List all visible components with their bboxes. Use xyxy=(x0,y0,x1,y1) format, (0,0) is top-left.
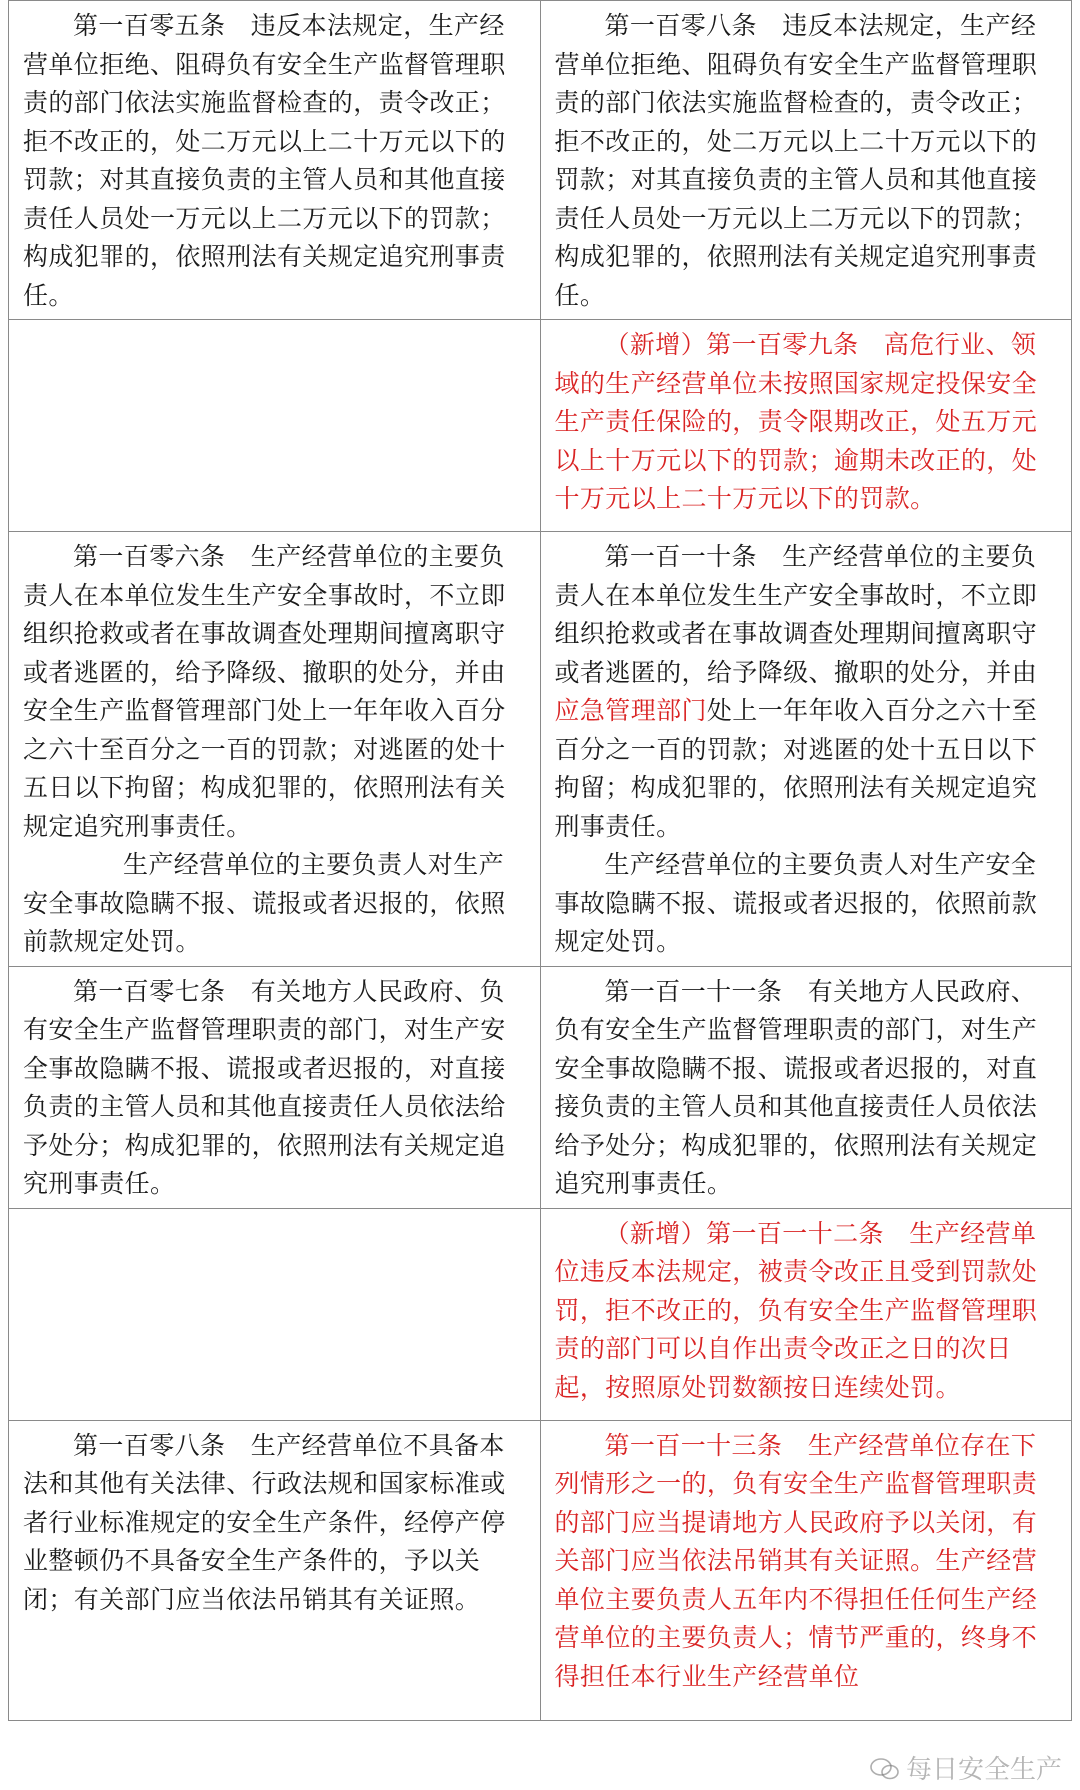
new-article-110 xyxy=(540,532,1072,967)
new-article-112 xyxy=(540,1208,1072,1420)
table-row xyxy=(9,1208,1072,1420)
article-text xyxy=(555,538,1058,846)
comparison-table xyxy=(8,0,1072,1721)
table-row xyxy=(9,320,1072,532)
new-article-108 xyxy=(540,1,1072,320)
article-text-added: 第一百一十三条 生产经营单位存在下列情形之一的，负有安全生产监督管理职责的部门应当提请地方人民政府予以关闭，有关部门应当依法吊销其有关证照。生产经营单位主要负责人五年内不得担任任何生产经营单位的主要负责人；情节严重的，终身不得担任本行业生产经营单位 xyxy=(554,1430,1038,1691)
watermark xyxy=(870,1749,1062,1786)
article-text: 第一百零八条 违反本法规定，生产经营单位拒绝、阻碍负有安全生产监督管理职责的部门依法实施监督检查的，责令改正；拒不改正的，处二万元以上二十万元以下的罚款；对其直接负责的主管人员和其他直接责任人员处一万元以上二万元以下的罚款；构成犯罪的，依照刑法有关规定追究刑事责任。 xyxy=(554,11,1038,310)
article-text: 生产经营单位的主要负责人对生产安全事故隐瞒不报、谎报或者迟报的，依照前款规定处罚。 xyxy=(554,850,1038,956)
article-text: 第一百一十一条 有关地方人民政府、负有安全生产监督管理职责的部门，对生产安全事故隐瞒不报、谎报或者迟报的，对直接负责的主管人员和其他直接责任人员依法给予处分；构成犯罪的，依照刑法有关规定追究刑事责任。 xyxy=(554,976,1038,1198)
empty-cell xyxy=(9,1208,541,1420)
article-text: 第一百零七条 有关地方人民政府、负有安全生产监督管理职责的部门，对生产安全事故隐瞒不报、谎报或者迟报的，对直接负责的主管人员和其他直接责任人员依法给予处分；构成犯罪的，依照刑法有关规定追究刑事责任。 xyxy=(23,976,506,1198)
old-article-107 xyxy=(9,966,541,1208)
watermark-text: 每日安全生产 xyxy=(905,1755,1062,1785)
wechat-icon xyxy=(870,1757,900,1779)
article-text-added: （新增）第一百零九条 高危行业、领域的生产经营单位未按照国家规定投保安全生产责任保险的，责令限期改正，处五万元以上十万元以下的罚款；逾期未改正的，处十万元以上二十万元以下的罚款。 xyxy=(554,330,1038,513)
article-text-part: 处上一年年收入百分之六十至百分之一百的罚款；对逃匿的处十五日以下拘留；构成犯罪的，依照刑法有关规定追究刑事责任。 xyxy=(554,696,1038,841)
new-article-111 xyxy=(540,966,1072,1208)
empty-cell xyxy=(9,320,541,532)
article-text: 第一百零八条 生产经营单位不具备本法和其他有关法律、行政法规和国家标准或者行业标准规定的安全生产条件，经停产停业整顿仍不具备安全生产条件的，予以关闭；有关部门应当依法吊销其有关证照。 xyxy=(23,1430,506,1614)
table-row xyxy=(9,1,1072,320)
article-text: 第一百零六条 生产经营单位的主要负责人在本单位发生生产安全事故时，不立即组织抢救或者在事故调查处理期间擅离职守或者逃匿的，给予降级、撤职的处分，并由安全生产监督管理部门处上一年年收入百分之六十至百分之一百的罚款；对逃匿的处十五日以下拘留；构成犯罪的，依照刑法有关规定追究刑事责任。 xyxy=(23,542,506,841)
new-article-113 xyxy=(540,1420,1072,1720)
table-row xyxy=(9,532,1072,967)
changed-term: 应急管理部门 xyxy=(554,696,707,725)
old-article-105 xyxy=(9,1,541,320)
new-article-109 xyxy=(540,320,1072,532)
article-text-added: （新增）第一百一十二条 生产经营单位违反本法规定，被责令改正且受到罚款处罚，拒不改正的，负有安全生产监督管理职责的部门可以自作出责令改正之日的次日起，按照原处罚数额按日连续处罚。 xyxy=(554,1218,1038,1402)
article-text: 第一百零五条 违反本法规定，生产经营单位拒绝、阻碍负有安全生产监督管理职责的部门依法实施监督检查的，责令改正；拒不改正的，处二万元以上二十万元以下的罚款；对其直接负责的主管人员和其他直接责任人员处一万元以上二万元以下的罚款；构成犯罪的，依照刑法有关规定追究刑事责任。 xyxy=(23,11,506,310)
table-row xyxy=(9,966,1072,1208)
article-text-part: 第一百一十条 生产经营单位的主要负责人在本单位发生生产安全事故时，不立即组织抢救或者在事故调查处理期间擅离职守或者逃匿的，给予降级、撤职的处分，并由 xyxy=(554,542,1038,687)
old-article-108 xyxy=(9,1420,541,1720)
article-text: 生产经营单位的主要负责人对生产安全事故隐瞒不报、谎报或者迟报的，依照前款规定处罚。 xyxy=(23,850,506,956)
table-row xyxy=(9,1420,1072,1720)
old-article-106 xyxy=(9,532,541,967)
